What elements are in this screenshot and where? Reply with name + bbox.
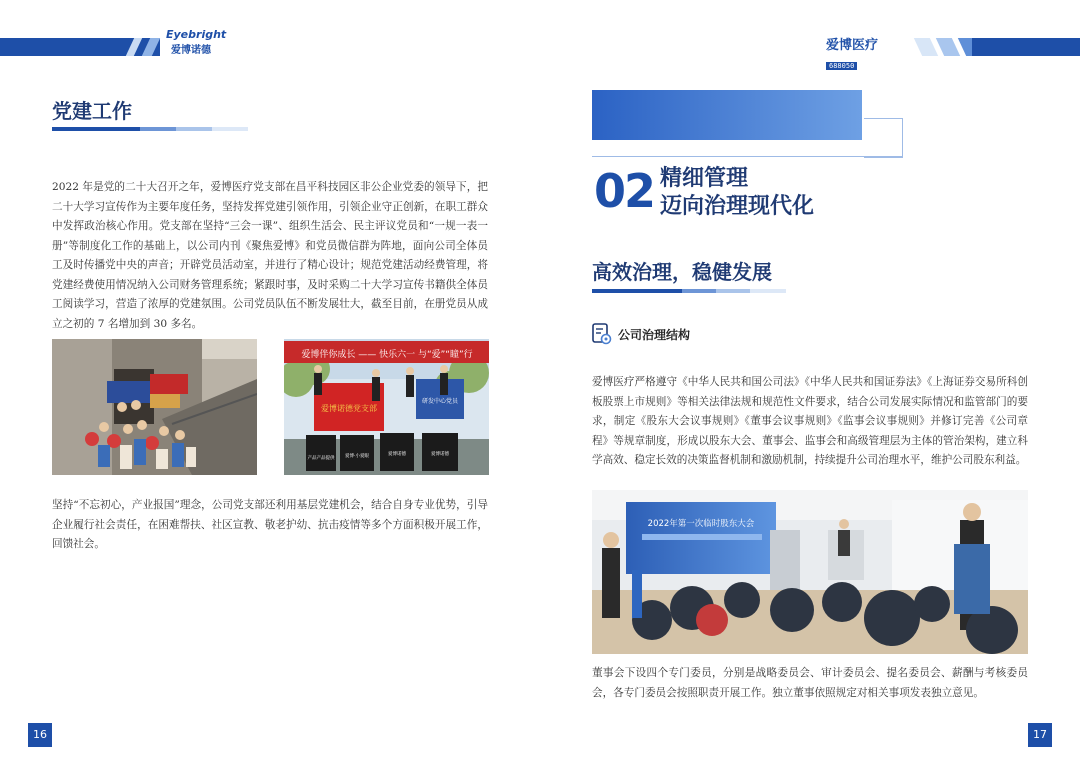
body-paragraph: 董事会下设四个专门委员，分别是战略委员会、审计委员会、提名委员会、薪酬与考核委员会，各专门委员会按照职责开展工作。独立董事依照规定对相关事项发表独立意见。 [592, 667, 1028, 699]
photo-sign-text: 研发中心党员 [421, 398, 459, 405]
section-title: 高效治理，稳健发展 [592, 260, 772, 284]
photo-children-event [52, 339, 257, 475]
photo-flag-text: 爱博诺德党支部 [321, 404, 377, 413]
photo-party-event-image [284, 339, 489, 475]
chapter-number: 02 [594, 164, 655, 218]
chapter-frame-line [592, 156, 902, 157]
body-paragraph: 爱博医疗严格遵守《中华人民共和国公司法》《中华人民共和国证券法》《上海证券交易所科创板股票上市规则》等相关法律法规和规范性文件要求，结合公司发展实际情况和监管部门的要求，制定《股东大会议事规则》《董事会议事规则》《监事会议事规则》并修订完善《公司章程》等规章制度，形成以股东大会、董事会、监事会和高级管理层为主体的管治架构，建立科学高效、稳定长效的决策监督机制和激励机制，持续提升公司治理水平，维护公司股东利益。 [592, 376, 1028, 466]
company-logo-right [826, 34, 912, 72]
chapter-banner [592, 90, 862, 140]
logo-text-cn: 爱博医疗 [826, 38, 879, 53]
screen-text: 2022年第一次临时股东大会 [647, 519, 755, 529]
header-stripe [914, 38, 938, 56]
subsection-title: 公司治理结构 [618, 328, 691, 342]
logo-text-en: Eyebright [166, 28, 227, 41]
company-logo-left [166, 28, 227, 56]
title-underline [682, 289, 716, 293]
photo-shareholder-meeting-image [592, 490, 1028, 654]
title-underline [592, 289, 682, 293]
body-paragraph: 2022 年是党的二十大召开之年，爱博医疗党支部在昌平科技园区非公企业党委的领导下，把二十大学习宣传作为主要年度任务，坚持发挥党建引领作用，引领企业守正创新，在职工群众中发挥政治核心作用。党支部在坚持“三会一课”、组织生活会、民主评议党员和“一规一表一册”等制度化工作的基础上，以公司内刊《聚焦爱博》和党员微信群为阵地，面向公司全体员工及时传播党中央的声音；开辟党员活动室，并进行了精心设计；规范党建活动经费管理，将党建经费使用情况纳入公司财务管理系统；紧跟时事，及时采购二十大学习宣传书籍供全体员工阅读学习，营造了浓厚的党建氛围。公司党员队伍不断发展壮大，截至目前，在册党员从成立之初的 7 名增加到 30 多名。 [52, 181, 488, 330]
photo-bag-text: 爱博诺德 [431, 452, 449, 457]
title-underline [140, 127, 176, 131]
title-underline [52, 127, 140, 131]
chapter-title-line2: 迈向治理现代化 [660, 194, 815, 219]
stock-code: 688050 [826, 62, 857, 70]
chapter-title [660, 165, 814, 221]
chapter-title-line1: 精细管理 [660, 166, 749, 191]
photo-bag-text: 爱博·小爱眼 [345, 454, 369, 459]
title-underline [212, 127, 248, 131]
title-underline [176, 127, 212, 131]
chapter-frame [864, 118, 903, 158]
page-number: 17 [1028, 723, 1052, 747]
header-bar-right [972, 38, 1080, 56]
page-number: 16 [28, 723, 52, 747]
title-underline [750, 289, 786, 293]
photo-party-event [284, 339, 489, 475]
section-title: 党建工作 [52, 99, 132, 123]
document-gear-icon [591, 322, 613, 346]
photo-banner-text: 爱博伴你成长 —— 快乐六一 与“爱”“瞳”行 [301, 350, 473, 360]
logo-text-cn: 爱博诺德 [171, 45, 211, 56]
body-paragraph: 坚持“不忘初心，产业报国”理念，公司党支部还利用基层党建机会，结合自身专业优势，引导企业履行社会责任，在困难帮扶、社区宣教、敬老护幼、抗击疫情等多个方面积极开展工作，回馈社会。 [52, 499, 488, 550]
photo-shareholder-meeting [592, 490, 1028, 654]
photo-children-event-image [52, 339, 257, 475]
title-underline [716, 289, 750, 293]
photo-bag-text: 产品产品提供 [307, 456, 335, 461]
header-stripe [936, 38, 960, 56]
photo-bag-text: 爱博诺德 [388, 452, 406, 457]
